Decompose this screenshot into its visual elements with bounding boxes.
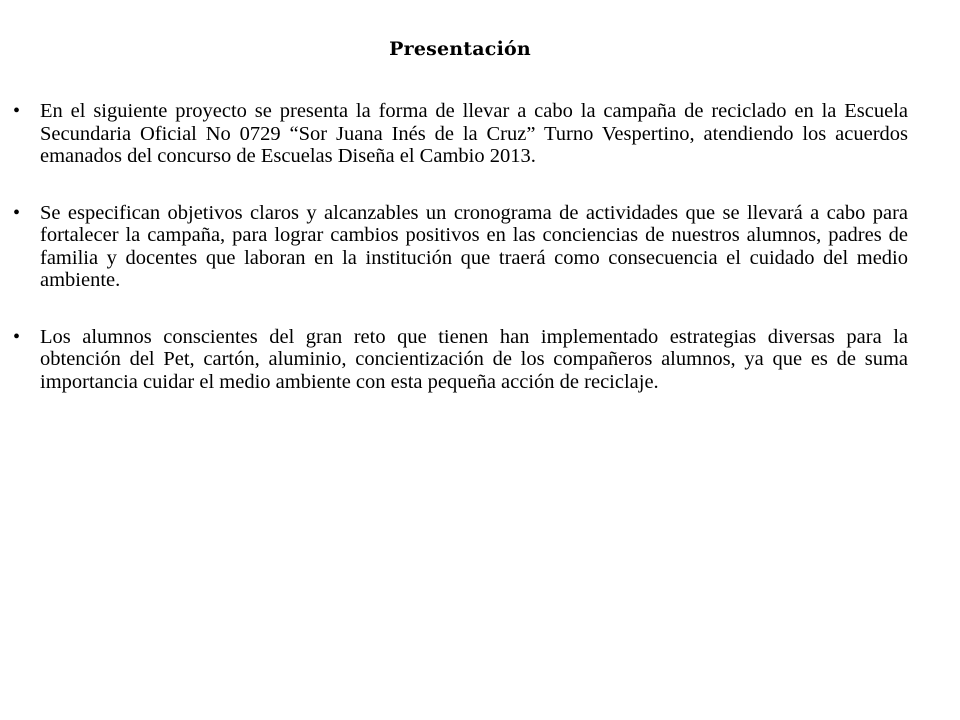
bullet-item: [13, 201, 908, 292]
bullet-list: [13, 100, 908, 427]
bullet-text: Los alumnos conscientes del gran reto que tienen han implementado estrategias diversas para la obtención del Pet, cartón, aluminio, concientización de los compañeros alumnos, ya que es de suma importancia cuidar el medio ambiente con esta pequeña acción de reciclaje.: [40, 325, 908, 393]
bullet-dot-icon: •: [13, 201, 21, 224]
slide-title: Presentación: [389, 38, 531, 60]
bullet-item: [13, 100, 908, 168]
bullet-dot-icon: •: [13, 100, 21, 122]
bullet-text: En el siguiente proyecto se presenta la forma de llevar a cabo la campaña de reciclado en la Escuela Secundaria Oficial No 0729 “Sor Juana Inés de la Cruz” Turno Vespertino, atendiendo los acuerdos emanados del concurso de Escuelas Diseña el Cambio 2013.: [40, 100, 908, 167]
bullet-item: [13, 325, 908, 394]
bullet-text: Se especifican objetivos claros y alcanzables un cronograma de actividades que se llevará a cabo para fortalecer la campaña, para lograr cambios positivos en las conciencias de nuestros alumnos, padres de familia y docentes que laboran en la institución que traerá como consecuencia el cuidado del medio ambiente.: [40, 201, 908, 291]
bullet-dot-icon: •: [13, 325, 21, 348]
